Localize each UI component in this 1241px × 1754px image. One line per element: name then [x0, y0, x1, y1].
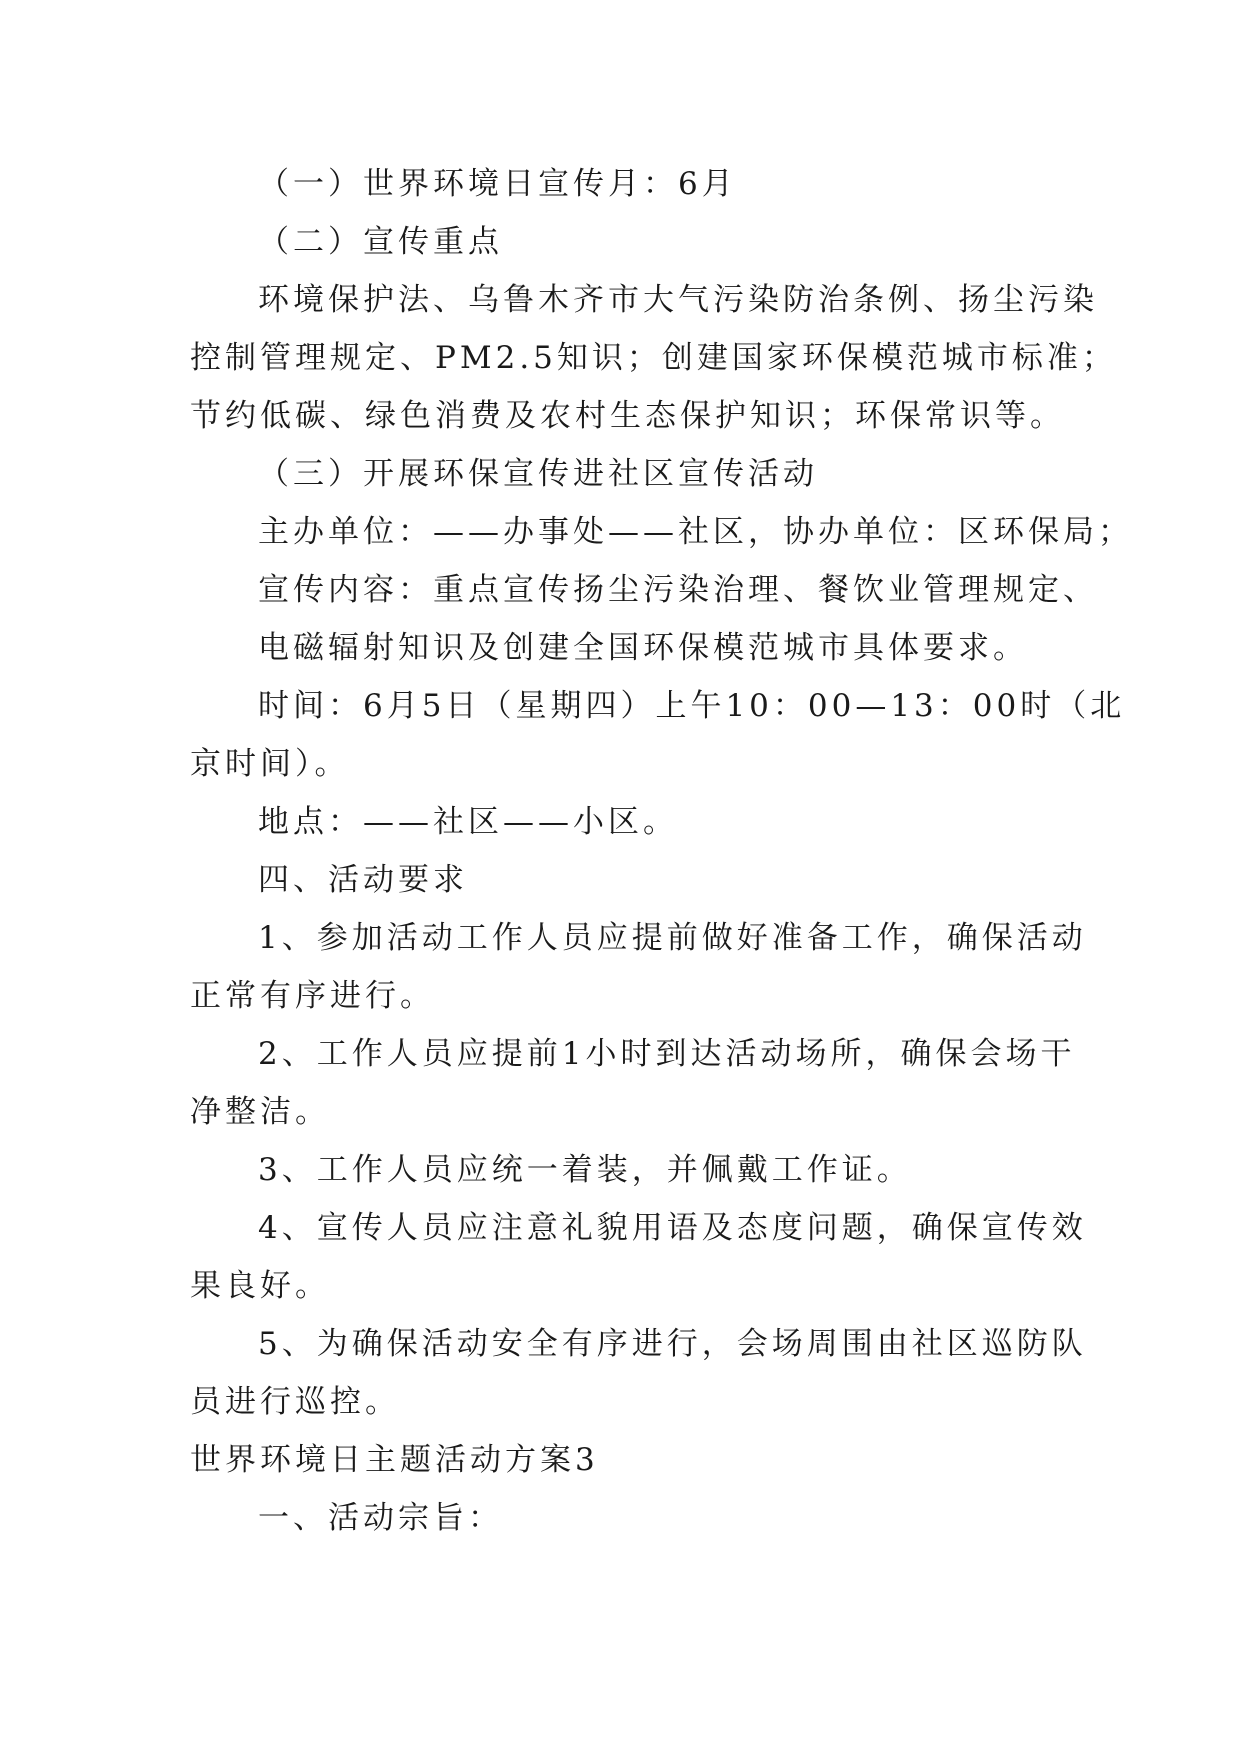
section-heading-1: （一）世界环境日宣传月：6月 [258, 166, 737, 202]
list-item: 2、工作人员应提前1小时到达活动场所，确保会场干 [258, 1036, 1076, 1072]
document-title: 世界环境日主题活动方案3 [190, 1442, 599, 1478]
list-item: 1、参加活动工作人员应提前做好准备工作，确保活动 [258, 920, 1087, 956]
list-item-continuation: 果良好。 [190, 1268, 330, 1304]
section-heading-2: （二）宣传重点 [258, 224, 503, 260]
section-heading-3: （三）开展环保宣传进社区宣传活动 [258, 456, 818, 492]
paragraph-line: 控制管理规定、PM2.5知识；创建国家环保模范城市标准； [190, 340, 1117, 376]
list-item-continuation: 正常有序进行。 [190, 978, 435, 1014]
paragraph-line: 京时间）。 [190, 746, 350, 782]
list-item: 3、工作人员应统一着装，并佩戴工作证。 [258, 1152, 912, 1188]
paragraph-line: 节约低碳、绿色消费及农村生态保护知识；环保常识等。 [190, 398, 1065, 434]
paragraph-line: 地点：——社区——小区。 [258, 804, 678, 840]
paragraph-line: 环境保护法、乌鲁木齐市大气污染防治条例、扬尘污染 [258, 282, 1098, 318]
list-item: 5、为确保活动安全有序进行，会场周围由社区巡防队 [258, 1326, 1087, 1362]
list-item-continuation: 员进行巡控。 [190, 1384, 400, 1420]
section-heading: 一、活动宗旨： [258, 1500, 503, 1536]
section-heading-4: 四、活动要求 [258, 862, 468, 898]
paragraph-line: 时间：6月5日（星期四）上午10：00—13：00时（北 [258, 688, 1126, 724]
paragraph-line: 宣传内容：重点宣传扬尘污染治理、餐饮业管理规定、 [258, 572, 1098, 608]
list-item-continuation: 净整洁。 [190, 1094, 330, 1130]
paragraph-line: 主办单位：——办事处——社区，协办单位：区环保局； [258, 514, 1133, 550]
paragraph-line: 电磁辐射知识及创建全国环保模范城市具体要求。 [258, 630, 1028, 666]
list-item: 4、宣传人员应注意礼貌用语及态度问题，确保宣传效 [258, 1210, 1087, 1246]
